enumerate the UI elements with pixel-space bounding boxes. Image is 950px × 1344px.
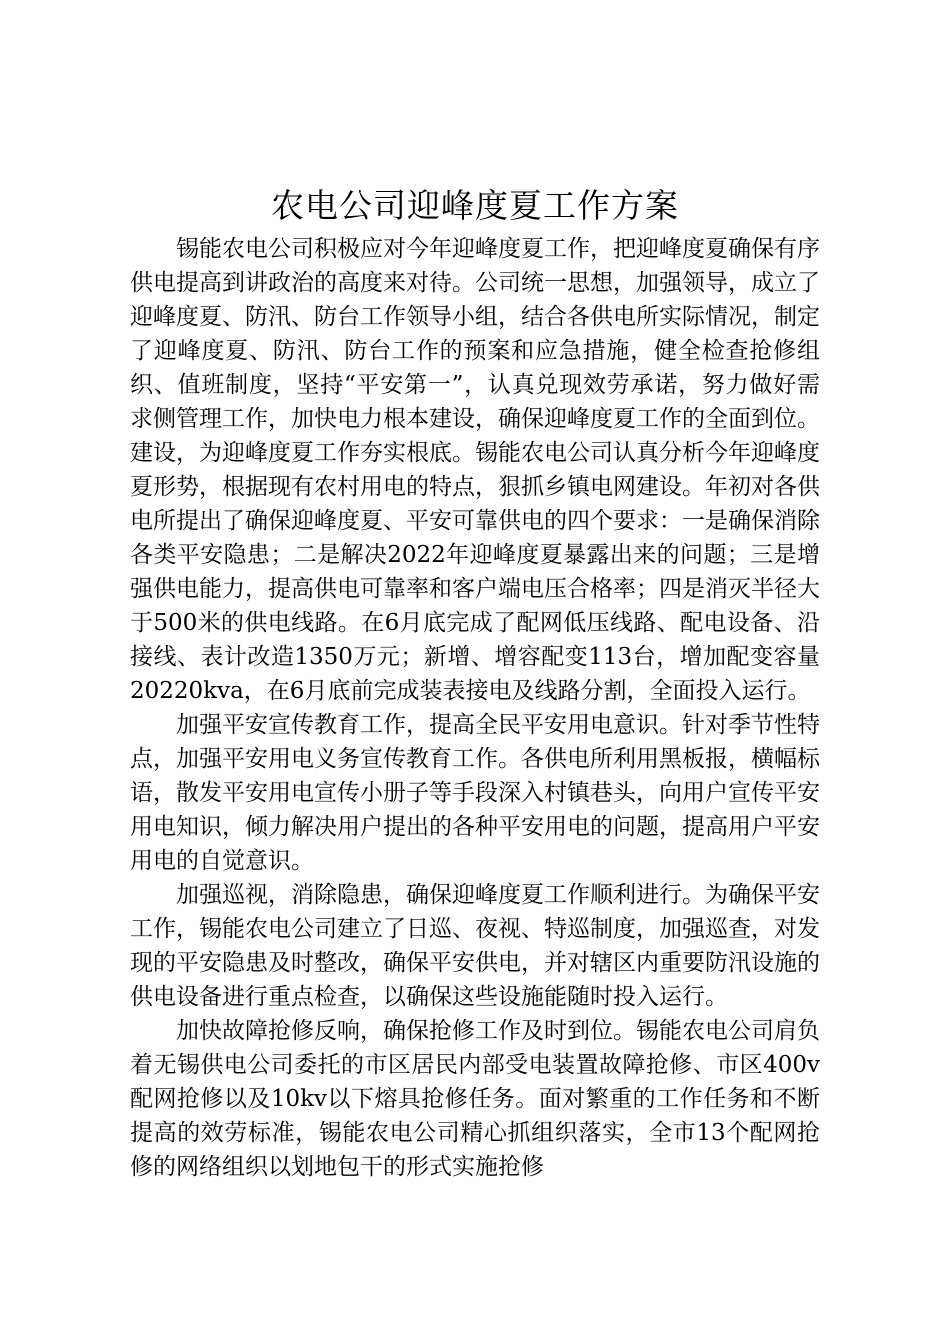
- document-title: 农电公司迎峰度夏工作方案: [271, 186, 679, 225]
- paragraph-4: 加快故障抢修反响，确保抢修工作及时到位。锡能农电公司肩负着无锡供电公司委托的市区居民内部受电装置故障抢修、市区400v配网抢修以及10kv以下熔具抢修任务。面对繁重的工作任务和不断提高的效劳标准，锡能农电公司精心抓组织落实，全市13个配网抢修的网络组织以划地包干的形式实施抢修: [130, 1018, 820, 1180]
- paragraph-1: 锡能农电公司积极应对今年迎峰度夏工作，把迎峰度夏确保有序供电提高到讲政治的高度来对待。公司统一思想，加强领导，成立了迎峰度夏、防汛、防台工作领导小组，结合各供电所实际情况，制定了迎峰度夏、防汛、防台工作的预案和应急措施，健全检查抢修组织、值班制度，坚持“平安第一”，认真兑现效劳承诺，努力做好需求侧管理工作，加快电力根本建设，确保迎峰度夏工作的全面到位。建设，为迎峰度夏工作夯实根底。锡能农电公司认真分析今年迎峰度夏形势，根据现有农村用电的特点，狠抓乡镇电网建设。年初对各供电所提出了确保迎峰度夏、平安可靠供电的四个要求：一是确保消除各类平安隐患；二是解决2022年迎峰度夏暴露出来的问题；三是增强供电能力，提高供电可靠率和客户端电压合格率；四是消灭半径大于500米的供电线路。在6月底完成了配网低压线路、配电设备、沿接线、表计改造1350万元；新增、增容配变113台，增加配变容量20220kva，在6月底前完成装表接电及线路分割，全面投入运行。: [130, 236, 820, 704]
- document-body: [130, 232, 820, 1184]
- paragraph-2: 加强平安宣传教育工作，提高全民平安用电意识。针对季节性特点，加强平安用电义务宣传教育工作。各供电所利用黑板报，横幅标语，散发平安用电宣传小册子等手段深入村镇巷头，向用户宣传平安用电知识，倾力解决用户提出的各种平安用电的问题，提高用户平安用电的自觉意识。: [130, 712, 820, 874]
- paragraph-3: 加强巡视，消除隐患，确保迎峰度夏工作顺利进行。为确保平安工作，锡能农电公司建立了日巡、夜视、特巡制度，加强巡查，对发现的平安隐患及时整改，确保平安供电，并对辖区内重要防汛设施的供电设备进行重点检查，以确保这些设施能随时投入运行。: [130, 882, 820, 1010]
